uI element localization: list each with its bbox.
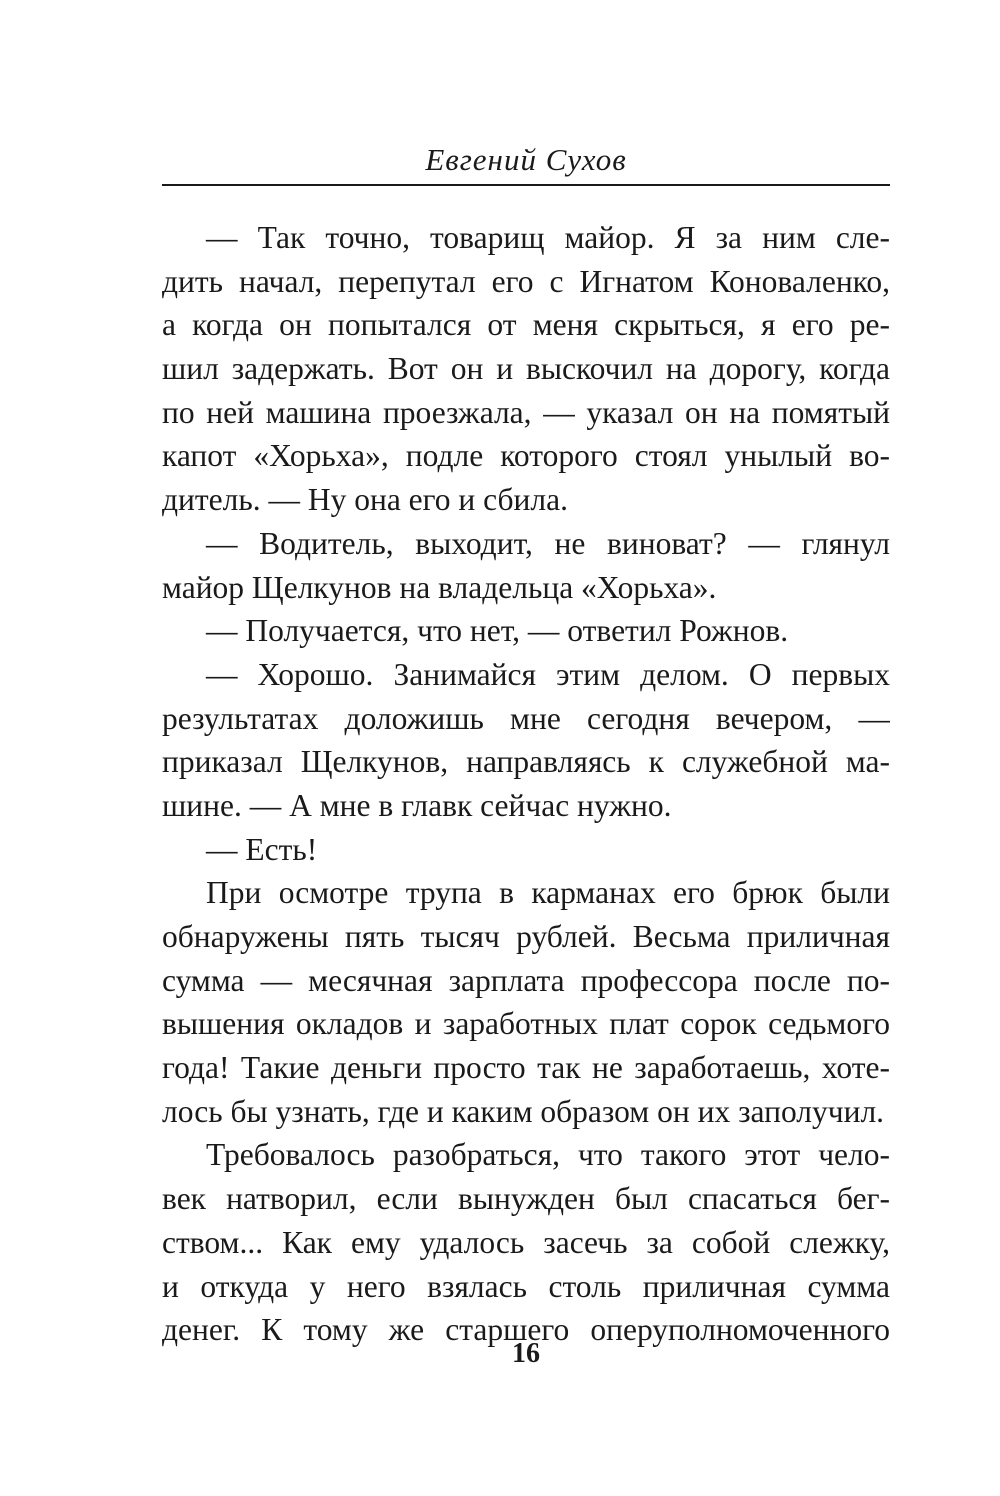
text-line: обнаружены пять тысяч рублей. Весьма приличная xyxy=(162,919,890,954)
text-line: вышения окладов и заработных плат сорок седьмого xyxy=(162,1006,890,1042)
text-line: дитель. — Ну она его и сбила. xyxy=(162,482,568,518)
text-line: шине. — А мне в главк сейчас нужно. xyxy=(162,787,672,823)
header-rule xyxy=(162,184,890,186)
text-line: приказал Щелкунов, направляясь к служебной ма- xyxy=(162,744,890,780)
body-text xyxy=(162,216,890,1352)
text-line: — Есть! xyxy=(206,831,318,867)
text-line: Требовалось разобраться, что такого этот чело- xyxy=(206,1137,890,1173)
text-line: дить начал, перепутал его с Игнатом Коноваленко, xyxy=(162,263,890,299)
text-line: ством... Как ему удалось засечь за собой слежку, xyxy=(162,1224,890,1260)
text-line: майор Щелкунов на владельца «Хорьха». xyxy=(162,569,717,605)
text-line: денег. К тому же старшего оперуполномоченного xyxy=(162,1312,890,1348)
text-line: — Водитель, выходит, не виноват? — глянул xyxy=(206,525,890,561)
text-line: — Хорошо. Занимайся этим делом. О первых xyxy=(206,656,890,692)
text-line: и откуда у него взялась столь приличная сумма xyxy=(162,1268,890,1304)
text-line: года! Такие деньги просто так не заработаешь, хоте- xyxy=(162,1050,890,1086)
text-line: сумма — месячная зарплата профессора после по- xyxy=(162,962,890,998)
text-line: — Так точно, товарищ майор. Я за ним сле- xyxy=(206,220,890,255)
text-line: век натворил, если вынужден был спасаться бег- xyxy=(162,1181,890,1217)
text-line: а когда он попытался от меня скрыться, я его ре- xyxy=(162,307,890,343)
page-number: 16 xyxy=(512,1338,540,1369)
running-title: Евгений Сухов xyxy=(425,142,627,177)
text-line: шил задержать. Вот он и выскочил на дорогу, когда xyxy=(162,351,890,387)
text-line: лось бы узнать, где и каким образом он их заполучил. xyxy=(162,1093,885,1129)
text-line: результатах доложишь мне сегодня вечером, — xyxy=(162,700,890,736)
text-line: по ней машина проезжала, — указал он на помятый xyxy=(162,394,890,430)
text-line: капот «Хорьха», подле которого стоял унылый во- xyxy=(162,438,890,474)
text-line: — Получается, что нет, — ответил Рожнов. xyxy=(206,613,789,649)
text-line: При осмотре трупа в карманах его брюк были xyxy=(206,875,890,911)
